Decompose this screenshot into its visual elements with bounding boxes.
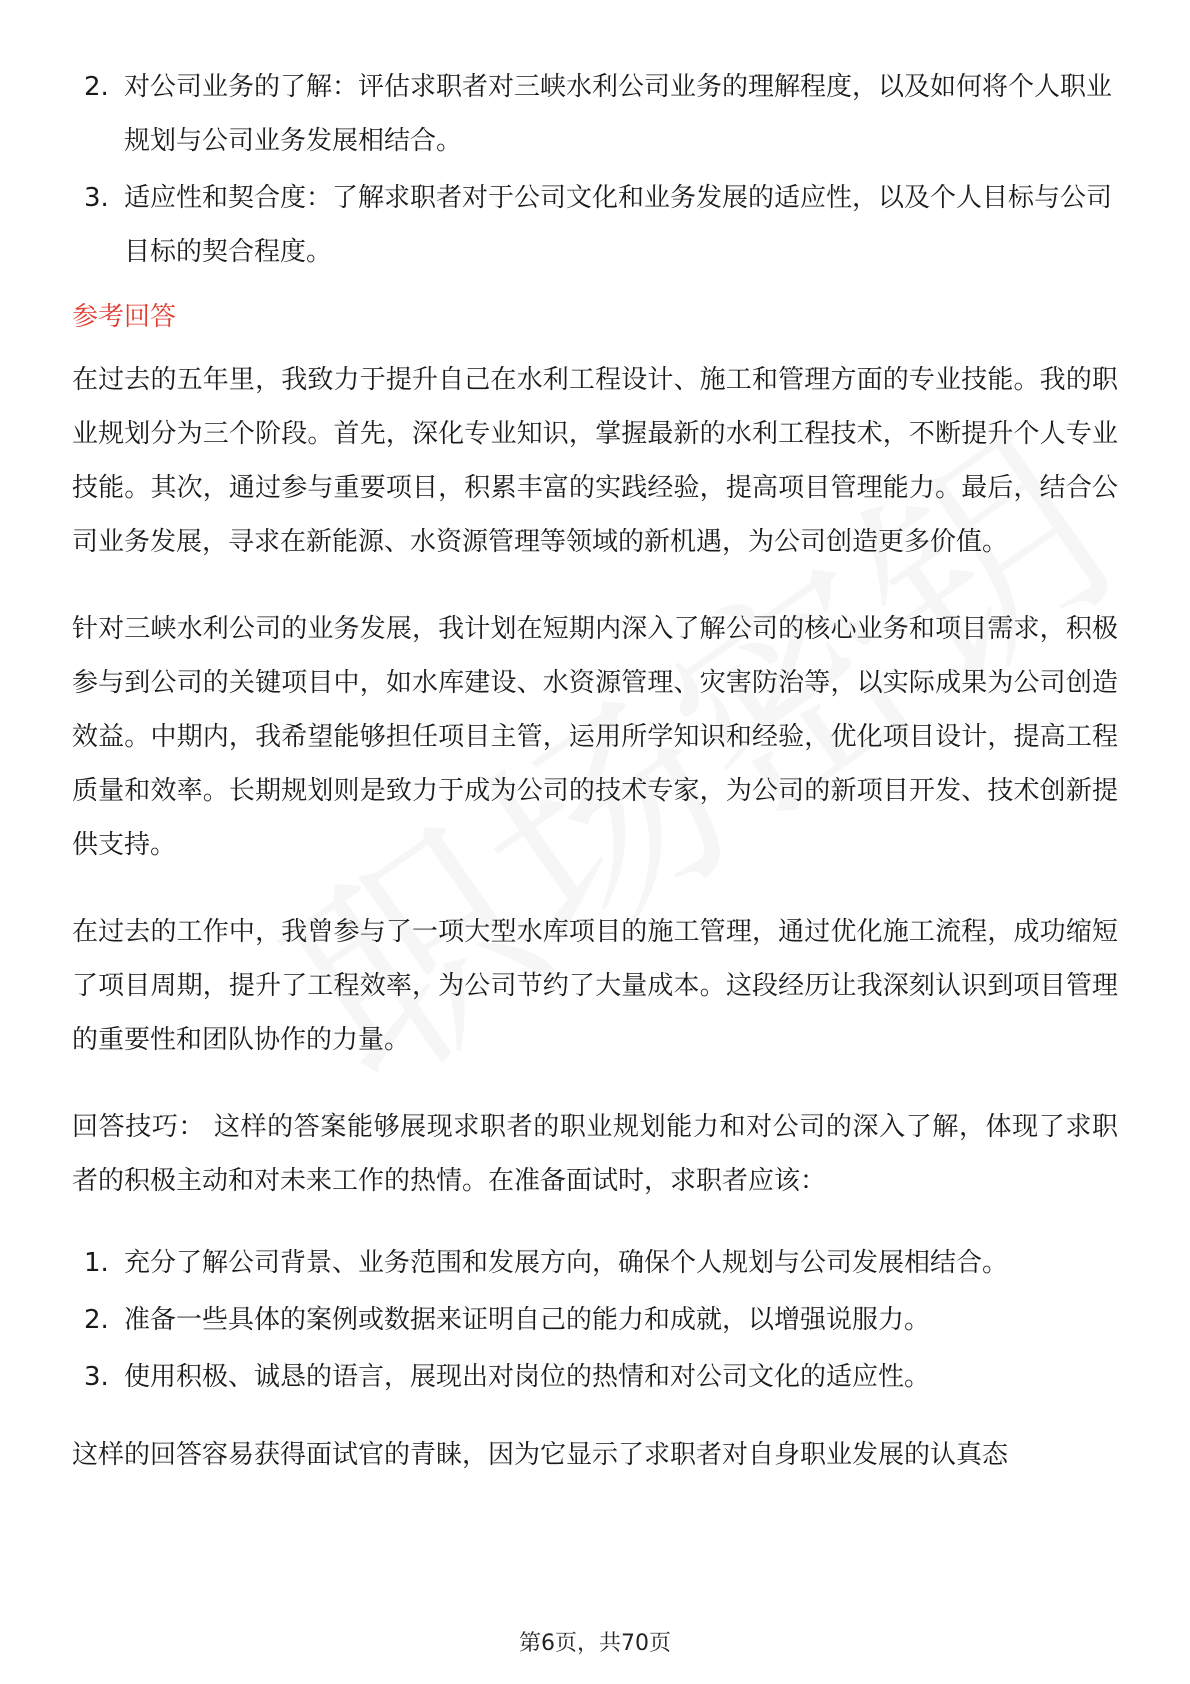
answer-paragraph-3: 在过去的工作中，我曾参与了一项大型水库项目的施工管理，通过优化施工流程，成功缩短了项目周期，提升了工程效率，为公司节约了大量成本。这段经历让我深刻认识到项目管理的重要性和团队协作的力量。 bbox=[72, 917, 1118, 1055]
list-item bbox=[72, 60, 1118, 168]
tip-paragraph: 回答技巧： 这样的答案能够展现求职者的职业规划能力和对公司的深入了解，体现了求职者的积极主动和对未来工作的热情。在准备面试时，求职者应该： bbox=[72, 1112, 1118, 1196]
page-footer: 第6页，共70页 bbox=[519, 1631, 671, 1656]
list-text: 使用积极、诚恳的语言，展现出对岗位的热情和对公司文化的适应性。 bbox=[124, 1362, 931, 1392]
list-number: 3. bbox=[84, 1362, 109, 1392]
intro-list bbox=[72, 60, 1118, 279]
answer-paragraph-2: 针对三峡水利公司的业务发展，我计划在短期内深入了解公司的核心业务和项目需求，积极参与到公司的关键项目中，如水库建设、水资源管理、灾害防治等，以实际成果为公司创造效益。中期内，我希望能够担任项目主管，运用所学知识和经验，优化项目设计，提高工程质量和效率。长期规划则是致力于成为公司的技术专家，为公司的新项目开发、技术创新提供支持。 bbox=[72, 614, 1118, 860]
section-title: 参考回答 bbox=[72, 302, 177, 332]
list-text: 对公司业务的了解：评估求职者对三峡水利公司业务的理解程度，以及如何将个人职业规划与公司业务发展相结合。 bbox=[124, 72, 1113, 156]
list-number: 2. bbox=[84, 72, 109, 102]
list-number: 1. bbox=[84, 1248, 109, 1278]
document-page bbox=[72, 60, 1118, 1515]
tips-list bbox=[72, 1236, 1118, 1404]
list-text: 适应性和契合度：了解求职者对于公司文化和业务发展的适应性，以及个人目标与公司目标的契合程度。 bbox=[124, 183, 1113, 267]
list-number: 2. bbox=[84, 1305, 109, 1335]
list-item bbox=[72, 1293, 1118, 1347]
list-item bbox=[72, 1350, 1118, 1404]
answer-paragraph-1: 在过去的五年里，我致力于提升自己在水利工程设计、施工和管理方面的专业技能。我的职业规划分为三个阶段。首先，深化专业知识，掌握最新的水利工程技术，不断提升个人专业技能。其次，通过参与重要项目，积累丰富的实践经验，提高项目管理能力。最后，结合公司业务发展，寻求在新能源、水资源管理等领域的新机遇，为公司创造更多价值。 bbox=[72, 365, 1118, 557]
list-text: 充分了解公司背景、业务范围和发展方向，确保个人规划与公司发展相结合。 bbox=[124, 1248, 1009, 1278]
list-item bbox=[72, 171, 1118, 279]
closing-paragraph: 这样的回答容易获得面试官的青睐，因为它显示了求职者对自身职业发展的认真态 bbox=[72, 1440, 1009, 1470]
list-item bbox=[72, 1236, 1118, 1290]
list-text: 准备一些具体的案例或数据来证明自己的能力和成就，以增强说服力。 bbox=[124, 1305, 931, 1335]
list-number: 3. bbox=[84, 183, 109, 213]
